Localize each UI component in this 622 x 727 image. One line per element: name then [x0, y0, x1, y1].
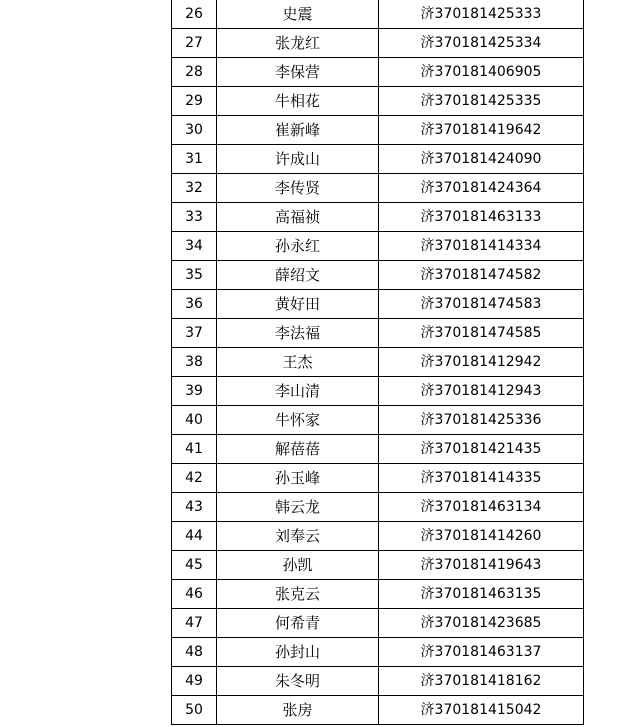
table-row	[172, 406, 584, 435]
row-number-cell: 48	[172, 638, 217, 667]
name-cell: 薛绍文	[217, 261, 379, 290]
row-number-cell: 26	[172, 0, 217, 29]
name-cell: 牛相花	[217, 87, 379, 116]
name-cell: 朱冬明	[217, 667, 379, 696]
row-number-cell: 41	[172, 435, 217, 464]
name-cell: 刘奉云	[217, 522, 379, 551]
name-cell: 李传贤	[217, 174, 379, 203]
row-number-cell: 36	[172, 290, 217, 319]
certificate-id-cell: 济370181474585	[379, 319, 584, 348]
certificate-id-cell: 济370181463135	[379, 580, 584, 609]
certificate-id-cell: 济370181414334	[379, 232, 584, 261]
roster-table	[171, 0, 584, 725]
table-row	[172, 290, 584, 319]
name-cell: 张克云	[217, 580, 379, 609]
row-number-cell: 34	[172, 232, 217, 261]
certificate-id-cell: 济370181414335	[379, 464, 584, 493]
name-cell: 张房	[217, 696, 379, 725]
name-cell: 黄好田	[217, 290, 379, 319]
certificate-id-cell: 济370181425336	[379, 406, 584, 435]
table-row	[172, 261, 584, 290]
row-number-cell: 27	[172, 29, 217, 58]
name-cell: 韩云龙	[217, 493, 379, 522]
table-row	[172, 0, 584, 29]
table-row	[172, 551, 584, 580]
certificate-id-cell: 济370181419643	[379, 551, 584, 580]
certificate-id-cell: 济370181414260	[379, 522, 584, 551]
name-cell: 解蓓蓓	[217, 435, 379, 464]
name-cell: 孙永红	[217, 232, 379, 261]
name-cell: 孙凯	[217, 551, 379, 580]
row-number-cell: 49	[172, 667, 217, 696]
certificate-id-cell: 济370181425333	[379, 0, 584, 29]
certificate-id-cell: 济370181418162	[379, 667, 584, 696]
table-row	[172, 58, 584, 87]
table-row	[172, 377, 584, 406]
name-cell: 崔新峰	[217, 116, 379, 145]
row-number-cell: 45	[172, 551, 217, 580]
name-cell: 王杰	[217, 348, 379, 377]
roster-table-body	[172, 0, 584, 725]
name-cell: 牛怀家	[217, 406, 379, 435]
row-number-cell: 37	[172, 319, 217, 348]
name-cell: 李法福	[217, 319, 379, 348]
name-cell: 孙玉峰	[217, 464, 379, 493]
table-row	[172, 638, 584, 667]
certificate-id-cell: 济370181463133	[379, 203, 584, 232]
table-row	[172, 464, 584, 493]
row-number-cell: 31	[172, 145, 217, 174]
table-row	[172, 435, 584, 464]
table-row	[172, 87, 584, 116]
table-row	[172, 667, 584, 696]
certificate-id-cell: 济370181474582	[379, 261, 584, 290]
certificate-id-cell: 济370181425335	[379, 87, 584, 116]
roster-table-container	[171, 0, 584, 725]
table-row	[172, 696, 584, 725]
row-number-cell: 50	[172, 696, 217, 725]
certificate-id-cell: 济370181419642	[379, 116, 584, 145]
name-cell: 孙封山	[217, 638, 379, 667]
name-cell: 何希青	[217, 609, 379, 638]
table-row	[172, 116, 584, 145]
name-cell: 李山清	[217, 377, 379, 406]
row-number-cell: 38	[172, 348, 217, 377]
table-row	[172, 319, 584, 348]
certificate-id-cell: 济370181406905	[379, 58, 584, 87]
row-number-cell: 39	[172, 377, 217, 406]
table-row	[172, 29, 584, 58]
name-cell: 史震	[217, 0, 379, 29]
certificate-id-cell: 济370181412942	[379, 348, 584, 377]
row-number-cell: 29	[172, 87, 217, 116]
row-number-cell: 40	[172, 406, 217, 435]
row-number-cell: 44	[172, 522, 217, 551]
certificate-id-cell: 济370181424090	[379, 145, 584, 174]
table-row	[172, 174, 584, 203]
name-cell: 许成山	[217, 145, 379, 174]
certificate-id-cell: 济370181423685	[379, 609, 584, 638]
table-row	[172, 145, 584, 174]
row-number-cell: 43	[172, 493, 217, 522]
table-row	[172, 348, 584, 377]
name-cell: 张龙红	[217, 29, 379, 58]
certificate-id-cell: 济370181412943	[379, 377, 584, 406]
certificate-id-cell: 济370181463134	[379, 493, 584, 522]
table-row	[172, 580, 584, 609]
table-row	[172, 232, 584, 261]
row-number-cell: 47	[172, 609, 217, 638]
row-number-cell: 35	[172, 261, 217, 290]
table-row	[172, 609, 584, 638]
row-number-cell: 32	[172, 174, 217, 203]
certificate-id-cell: 济370181415042	[379, 696, 584, 725]
name-cell: 高福祯	[217, 203, 379, 232]
table-row	[172, 203, 584, 232]
certificate-id-cell: 济370181463137	[379, 638, 584, 667]
name-cell: 李保营	[217, 58, 379, 87]
table-row	[172, 522, 584, 551]
table-row	[172, 493, 584, 522]
row-number-cell: 33	[172, 203, 217, 232]
certificate-id-cell: 济370181424364	[379, 174, 584, 203]
row-number-cell: 42	[172, 464, 217, 493]
row-number-cell: 30	[172, 116, 217, 145]
row-number-cell: 28	[172, 58, 217, 87]
certificate-id-cell: 济370181474583	[379, 290, 584, 319]
row-number-cell: 46	[172, 580, 217, 609]
certificate-id-cell: 济370181421435	[379, 435, 584, 464]
certificate-id-cell: 济370181425334	[379, 29, 584, 58]
